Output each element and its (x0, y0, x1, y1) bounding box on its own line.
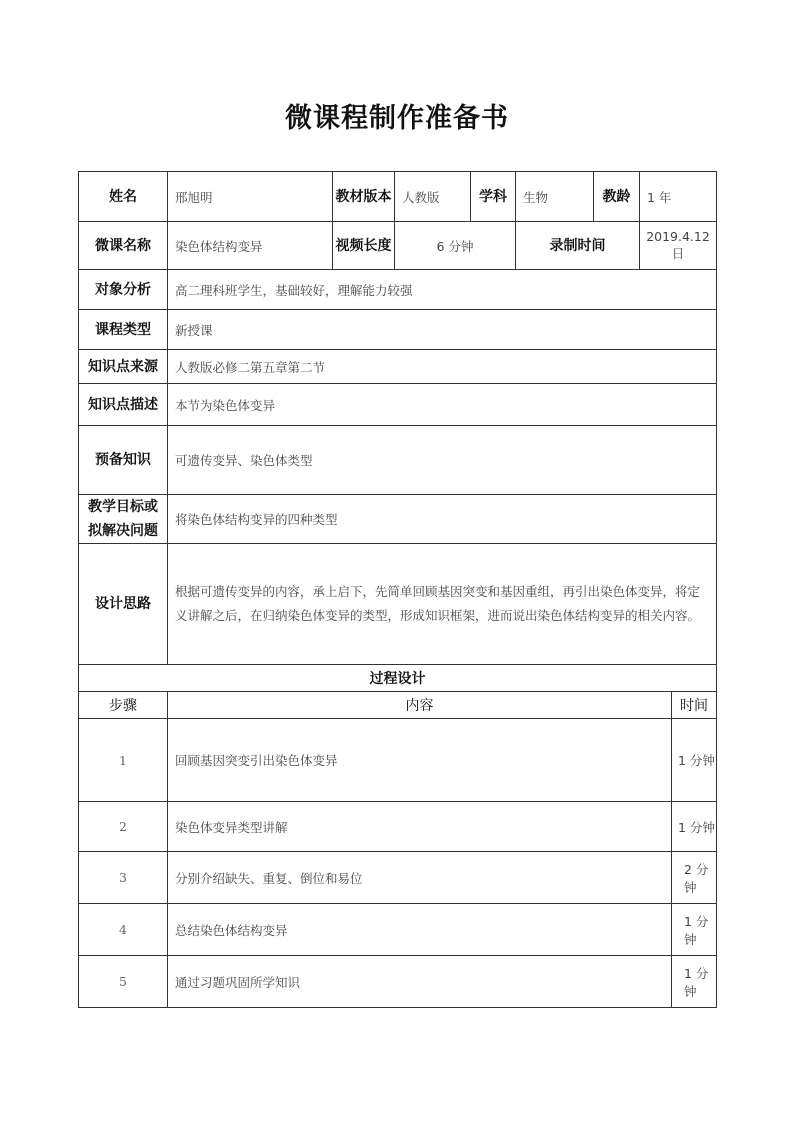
step-content: 回顾基因突变引出染色体变异 (168, 719, 672, 802)
goal-value: 将染色体结构变异的四种类型 (168, 495, 717, 544)
step-number: 5 (79, 956, 168, 1008)
step-number: 2 (79, 802, 168, 852)
table-row (79, 719, 717, 802)
info-row-description (79, 384, 717, 426)
info-row-course-type (79, 310, 717, 350)
step-time: 1 分钟 (672, 802, 717, 852)
record-time-label: 录制时间 (516, 222, 640, 270)
step-content: 染色体变异类型讲解 (168, 802, 672, 852)
edition-value: 人教版 (395, 172, 471, 222)
table-row (79, 802, 717, 852)
audience-label: 对象分析 (79, 270, 168, 310)
video-length-label: 视频长度 (333, 222, 395, 270)
teaching-age-label: 教龄 (594, 172, 640, 222)
prerequisite-value: 可遗传变异、染色体类型 (168, 426, 717, 495)
step-number: 4 (79, 904, 168, 956)
info-row-course (79, 222, 717, 270)
step-time: 1 分钟 (672, 719, 717, 802)
step-content: 分别介绍缺失、重复、倒位和易位 (168, 852, 672, 904)
step-header: 步骤 (79, 692, 168, 719)
info-row-name (79, 172, 717, 222)
design-label: 设计思路 (79, 544, 168, 665)
step-content: 通过习题巩固所学知识 (168, 956, 672, 1008)
document-title: 微课程制作准备书 (285, 103, 509, 134)
audience-value: 高二理科班学生，基础较好，理解能力较强 (168, 270, 717, 310)
source-label: 知识点来源 (79, 350, 168, 384)
info-row-source (79, 350, 717, 384)
description-value: 本节为染色体变异 (168, 384, 717, 426)
record-time-value: 2019.4.12 日 (640, 222, 717, 270)
name-label: 姓名 (79, 172, 168, 222)
time-header: 时间 (672, 692, 717, 719)
table-row (79, 904, 717, 956)
subject-value: 生物 (516, 172, 594, 222)
subject-label: 学科 (471, 172, 516, 222)
info-row-prerequisite (79, 426, 717, 495)
course-type-value: 新授课 (168, 310, 717, 350)
description-label: 知识点描述 (79, 384, 168, 426)
design-value: 根据可遗传变异的内容，承上启下，先简单回顾基因突变和基因重组，再引出染色体变异，将定义讲解之后，在归纳染色体变异的类型，形成知识框架，进而说出染色体结构变异的相关内容。 (168, 544, 717, 665)
process-title: 过程设计 (79, 665, 717, 692)
course-name-value: 染色体结构变异 (168, 222, 333, 270)
step-time: 1 分钟 (672, 956, 717, 1008)
info-row-goal (79, 495, 717, 544)
source-value: 人教版必修二第五章第二节 (168, 350, 717, 384)
teaching-age-value: 1 年 (640, 172, 717, 222)
step-time: 2 分钟 (672, 852, 717, 904)
edition-label: 教材版本 (333, 172, 395, 222)
step-number: 1 (79, 719, 168, 802)
info-row-design (79, 544, 717, 665)
content-header: 内容 (168, 692, 672, 719)
preparation-table (78, 171, 717, 1008)
step-number: 3 (79, 852, 168, 904)
prerequisite-label: 预备知识 (79, 426, 168, 495)
info-row-audience (79, 270, 717, 310)
course-name-label: 微课名称 (79, 222, 168, 270)
goal-label: 教学目标或拟解决问题 (79, 495, 168, 544)
video-length-value: 6 分钟 (395, 222, 516, 270)
step-content: 总结染色体结构变异 (168, 904, 672, 956)
table-row (79, 852, 717, 904)
table-row (79, 956, 717, 1008)
process-header-row (79, 692, 717, 719)
course-type-label: 课程类型 (79, 310, 168, 350)
process-title-row (79, 665, 717, 692)
name-value: 邢旭明 (168, 172, 333, 222)
step-time: 1 分钟 (672, 904, 717, 956)
